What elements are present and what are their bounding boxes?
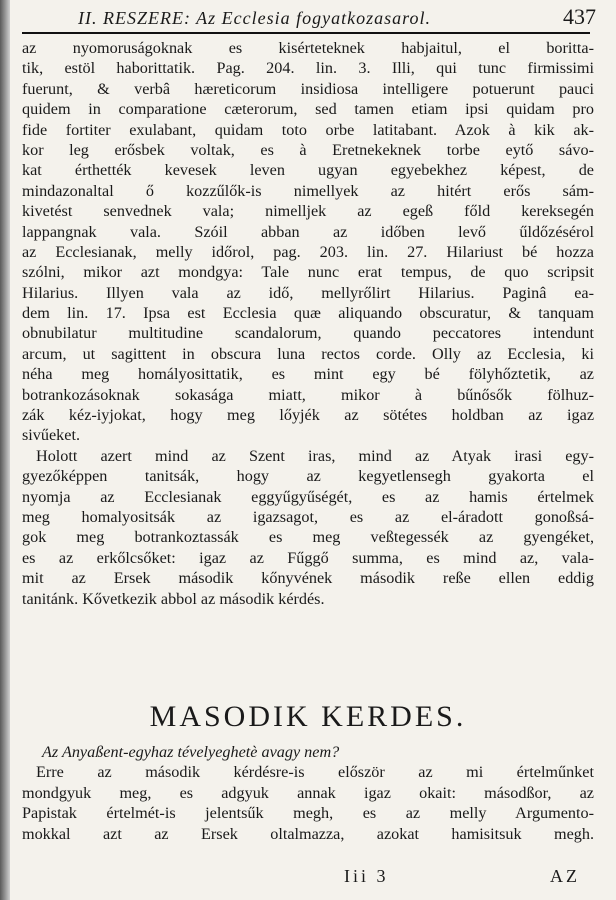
catchword: AZ [550,866,580,886]
text-line: az Ecclesianak, melly időrol, pag. 203. lin. 27. Hilariust bé hozza [22,242,594,261]
text-line: Papistak értelmét-is jelentsűk megh, es az melly Argumento- [22,804,594,823]
text-line: mokkal azt az Ersek oltalmazza, azokat hamisitsuk megh. [22,824,594,843]
text-line: gok meg botrankoztassák es meg veßtegessék az gyengéket, [22,528,594,547]
text-line: Erre az második kérdésre-is először az mi értelműnket [36,763,594,782]
text-line: meg homalyositsák az igazsagot, es az el-áradott gonoßsá- [22,507,594,526]
text-line: zák kéz-iyjokat, hogy meg lőyjék az sötétes holdban az igaz [22,406,594,425]
text-line: es az erkőlcsőket: igaz az Fűggő summa, es mind az, vala- [22,548,594,567]
text-line: kat érthették kevesek leven ugyan egyebekhez képest, de [22,161,594,180]
page-gutter-shadow [0,0,10,900]
text-line: gyezőképpen tanitsák, hogy az kegyetlensegh gyakorta el [22,467,594,486]
text-line: botrankozásoknak sokasága miatt, mikor à bűnősők fölhuz- [22,385,594,404]
section-title: MASODIK KERDES. [149,700,467,733]
page-number: 437 [563,4,596,29]
section-question: Az Anyaßent-egyhaz tévelyeghetè avagy nem? [42,743,340,761]
text-line: tik, estöl haborittatik. Pag. 204. lin. 3. Illi, qui tunc firmissimi [22,59,594,78]
text-line: lappangnak vala. Szóil abban az időben levő űldőzésérol [22,222,594,241]
page-footer [22,866,594,890]
body-text [22,38,594,609]
text-line: mindazonaltal ő kozzűlők-is nimellyek az hitért erős sám- [22,181,594,200]
text-line: néha meg homályosittatik, es mint egy bé fölyhőztetik, az [22,365,594,384]
text-line: tanitánk. Kővetkezik abbol az második kérdés. [22,589,325,608]
running-head: II. RESZERE: Az Ecclesia fogyatkozasarol. [78,8,431,28]
text-line: mondgyuk meg, es adgyuk annak igaz okait: másodßor, az [22,783,594,802]
header-rule [22,32,590,34]
text-line: Hilarius. Illyen vala az idő, mellyrőlirt Hilarius. Paginâ ea- [22,283,594,302]
text-line: obnubilatur multitudine scandalorum, quando peccatores intendunt [22,324,594,343]
text-line: az nyomoruságoknak es kisérteteknek habjaitul, el boritta- [22,39,594,57]
text-line: quidem in comparatione cæterorum, sed tamen etiam ipsi quidam pro [22,100,594,119]
text-line: Holott azert mind az Szent iras, mind az Atyak irasi egy- [36,446,594,465]
text-line: sivűeket. [22,426,80,445]
signature-mark: Iii 3 [344,866,389,886]
text-line: arcum, ut sagittent in obscura luna rectos corde. Olly az Ecclesia, ki [22,344,594,363]
section-text [22,742,594,844]
text-line: kor leg erősbek voltak, es à Eretnekeknek torbe eytő sávo- [22,140,594,159]
text-line: dem lin. 17. Ipsa est Ecclesia quæ aliquando obscuratur, & tanquam [22,304,594,323]
text-line: fuerunt, & verbâ hæreticorum insidiosa intelligere potuerunt pauci [22,79,594,98]
text-line: szólni, mikor azt mondgya: Tale nunc erat tempus, de quo scripsit [22,263,594,282]
page-header [18,4,596,34]
text-line: kivetést senvednek vala; nimelljek az egeß főld kereksegén [22,202,594,221]
text-line: nyomja az Ecclesianak eggyűgyűségét, es az hamis értelmek [22,487,594,506]
text-line: fide fortiter exulabant, quidam toto orbe latitabant. Azok à kik ak- [22,120,594,139]
text-line: mit az Ersek második kőnyvének második reße ellen eddig [22,569,594,588]
